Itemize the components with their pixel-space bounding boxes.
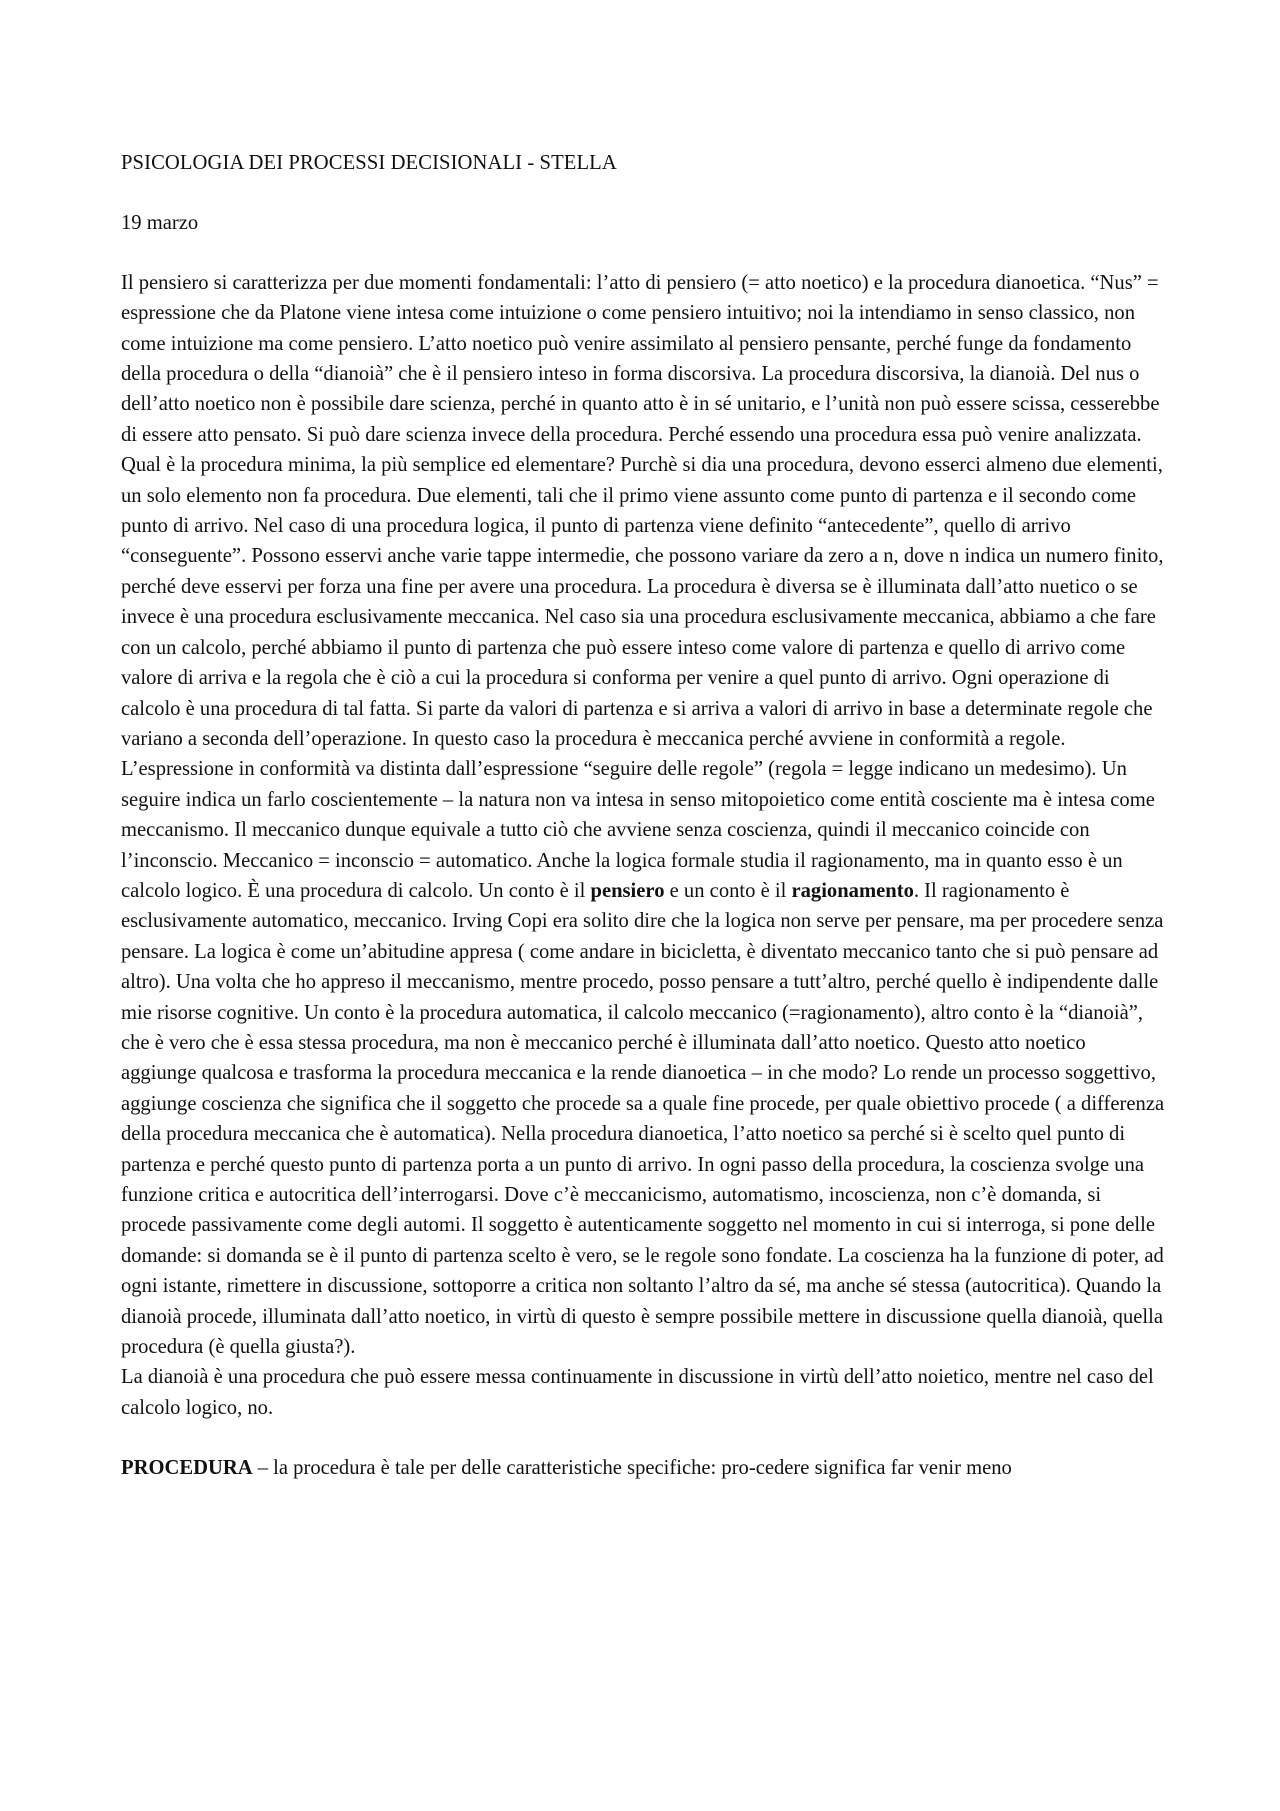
paragraph-dianoia: La dianoià è una procedura che può essere messa continuamente in discussione in virtù dell’atto noietico, mentre nel caso del calcolo logico, no. <box>121 1366 1154 1419</box>
paragraph-main-text-2: e un conto è il <box>664 879 792 902</box>
bold-term-ragionamento: ragionamento <box>791 879 914 902</box>
paragraph-procedura <box>121 1453 1166 1483</box>
paragraph-main <box>121 268 1166 1363</box>
document-title: PSICOLOGIA DEI PROCESSI DECISIONALI - STELLA <box>121 152 617 174</box>
section-heading-procedura: PROCEDURA <box>121 1457 253 1480</box>
paragraph-main-text-1: Il pensiero si caratterizza per due momenti fondamentali: l’atto di pensiero (= atto noetico) e la procedura dianoetica. “Nus” = espressione che da Platone viene intesa come intuizione o come pensiero intuitivo; noi la intendiamo in senso classico, non come intuizione ma come pensiero. L’atto noetico può venire assimilato al pensiero pensante, perché funge da fondamento della procedura o della “dianoià” che è il pensiero inteso in forma discorsiva. La procedura discorsiva, la dianoià. Del nus o dell’atto noetico non è possibile dare scienza, perché in quanto atto è in sé unitario, e l’unità non può essere scissa, cesserebbe di essere atto pensato. Si può dare scienza invece della procedura. Perché essendo una procedura essa può venire analizzata. Qual è la procedura minima, la più semplice ed elementare? Purchè si dia una procedura, devono esserci almeno due elementi, un solo elemento non fa procedura. Due elementi, tali che il primo viene assunto come punto di partenza e il secondo come punto di arrivo. Nel caso di una procedura logica, il punto di partenza viene definito “antecedente”, quello di arrivo “conseguente”. Possono esservi anche varie tappe intermedie, che possono variare da zero a n, dove n indica un numero finito, perché deve esservi per forza una fine per avere una procedura. La procedura è diversa se è illuminata dall’atto nuetico o se invece è una procedura esclusivamente meccanica. Nel caso sia una procedura esclusivamente meccanica, abbiamo a che fare con un calcolo, perché abbiamo il punto di partenza che può essere inteso come valore di partenza e quello di arrivo come valore di arriva e la regola che è ciò a cui la procedura si conforma per venire a quel punto di arrivo. Ogni operazione di calcolo è una procedura di tal fatta. Si parte da valori di partenza e si arriva a valori di arrivo in base a determinate regole che variano a seconda dell’operazione. In questo caso la procedura è meccanica perché avviene in conformità a regole. L’espressione in conformità va distinta dall’espressione “seguire delle regole” (regola = legge indicano un medesimo). Un seguire indica un farlo coscientemente – la natura non va intesa in senso mitopoietico come entità cosciente ma è intesa come meccanismo. Il meccanico dunque equivale a tutto ciò che avviene senza coscienza, quindi il meccanico coincide con l’inconscio. Meccanico = inconscio = automatico. Anche la logica formale studia il ragionamento, ma in quanto esso è un calcolo logico. È una procedura di calcolo. Un conto è il <box>121 271 1164 902</box>
section-text: – la procedura è tale per delle caratteristiche specifiche: pro-cedere significa far venir meno <box>252 1457 1012 1480</box>
paragraph-main-text-3: . Il ragionamento è esclusivamente automatico, meccanico. Irving Copi era solito dire che la logica non serve per pensare, ma per procedere senza pensare. La logica è come un’abitudine appresa ( come andare in bicicletta, è diventato meccanico tanto che si può pensare ad altro). Una volta che ho appreso il meccanismo, mentre procedo, posso pensare a tutt’altro, perché quello è indipendente dalle mie risorse cognitive. Un conto è la procedura automatica, il calcolo meccanico (=ragionamento), altro conto è la “dianoià”, che è vero che è essa stessa procedura, ma non è meccanico perché è illuminata dall’atto noetico. Questo atto noetico aggiunge qualcosa e trasforma la procedura meccanica e la rende dianoetica – in che modo? Lo rende un processo soggettivo, aggiunge coscienza che significa che il soggetto che procede sa a quale fine procede, per quale obiettivo procede ( a differenza della procedura meccanica che è automatica). Nella procedura dianoetica, l’atto noetico sa perché si è scelto quel punto di partenza e perché questo punto di partenza porta a un punto di arrivo. In ogni passo della procedura, la coscienza svolge una funzione critica e autocritica dell’interrogarsi. Dove c’è meccanicismo, automatismo, incoscienza, non c’è domanda, si procede passivamente come degli automi. Il soggetto è autenticamente soggetto nel momento in cui si interroga, si pone delle domande: si domanda se è il punto di partenza scelto è vero, se le regole sono fondate. La coscienza ha la funzione di poter, ad ogni istante, rimettere in discussione, sottoporre a critica non soltanto l’altro da sé, ma anche sé stessa (autocritica). Quando la dianoià procede, illuminata dall’atto noetico, in virtù di questo è sempre possibile mettere in discussione quella dianoià, quella procedura (è quella giusta?). <box>121 879 1165 1359</box>
document-date: 19 marzo <box>121 212 199 235</box>
document-body <box>121 148 1166 1484</box>
bold-term-pensiero: pensiero <box>590 879 665 902</box>
